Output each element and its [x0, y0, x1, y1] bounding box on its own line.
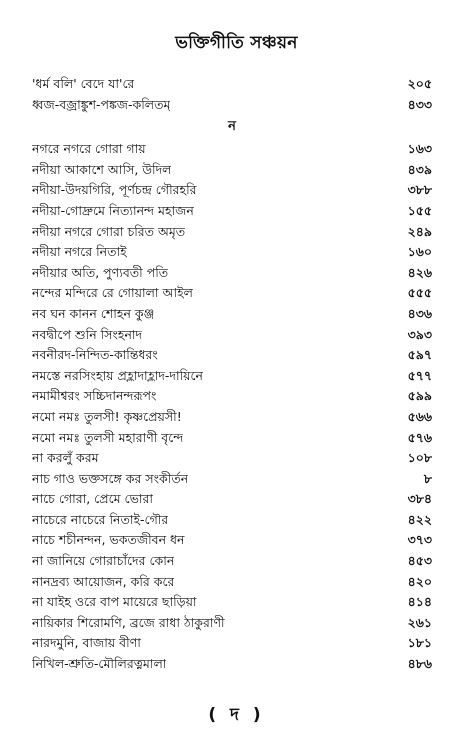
list-item — [32, 428, 432, 449]
list-item — [32, 572, 432, 593]
song-title: নমামীশ্বরং সচ্চিদানন্দরূপং — [32, 388, 157, 404]
list-item — [32, 222, 432, 243]
list-item — [32, 283, 432, 304]
song-title: নবনীরদ-নিন্দিত-কান্তিধরং — [32, 347, 158, 363]
list-item — [32, 180, 432, 201]
song-title: না করলুঁ করম — [32, 450, 99, 466]
page-number: ৪৩৬ — [407, 305, 432, 321]
song-title: নব ঘন কানন শোহন কুঞ্জ — [32, 305, 155, 321]
list-item — [32, 201, 432, 222]
page-number: ১৮১ — [407, 635, 432, 651]
song-title: নগরে নগরে গোরা গায় — [32, 141, 146, 157]
song-title: নিখিল-শ্রুতি-মৌলিরত্নমালা — [32, 656, 167, 672]
page-number: ৪৮৬ — [407, 656, 432, 672]
page-number: ২৪৯ — [407, 223, 432, 239]
page-number: ৫৬৬ — [407, 408, 432, 424]
page-number: ১৬৩ — [407, 141, 432, 157]
song-title: নাচে শচীনন্দন, ভকতজীবন ধন — [32, 532, 185, 548]
list-item — [32, 160, 432, 181]
list-item — [32, 510, 432, 531]
song-title: নাচেরে নাচেরে নিতাই-গৌর — [32, 511, 169, 527]
page-number: ৮ — [423, 470, 432, 486]
page-title: ভক্তিগীতি সঞ্চয়ন — [175, 33, 298, 53]
page-number: ৪১৪ — [407, 594, 432, 610]
list-item — [32, 633, 432, 654]
page-number: ৫৫৫ — [407, 285, 432, 301]
list-item — [32, 530, 432, 551]
page-number: ৪৩৯ — [407, 161, 432, 177]
song-title: নানদ্রব্য আয়োজন, করি করে — [32, 573, 175, 589]
list-item — [32, 325, 432, 346]
song-title: না যাইহ ওরে বাপ মায়েরে ছাড়িয়া — [32, 594, 197, 610]
song-title: নায়িকার শিরোমণি, ব্রজে রাধা ঠাকুরাণী — [32, 614, 225, 630]
page-number: ৫৯৯ — [407, 388, 432, 404]
page-number: ২৬১ — [407, 614, 432, 630]
page-number: ১০৮ — [407, 450, 432, 466]
list-item — [32, 263, 432, 284]
page-number: ৪২০ — [407, 573, 432, 589]
page-number: ৫৭৭ — [407, 367, 432, 383]
song-title: নমো নমঃ তুলসী! কৃষ্ণপ্রেয়সী! — [32, 408, 182, 424]
page-number: ৪২২ — [407, 511, 432, 527]
page-number: ৫৭৬ — [407, 429, 432, 445]
list-item — [32, 469, 432, 490]
song-title: নারদমুনি, বাজায় বীণা — [32, 635, 141, 651]
song-title: নদীয়া-উদয়গিরি, পূর্ণচন্দ্র গৌরহরি — [32, 182, 197, 198]
page-number: ৩৮৮ — [407, 182, 432, 198]
song-title: ধ্বজ-বজ্রাঙ্কুশ-পঙ্কজ-কলিতম্ — [32, 96, 171, 112]
song-title: নদীয়ার অতি, পুণ্যবতী পতি — [32, 264, 169, 280]
song-title: নদীয়া নগরে নিতাই — [32, 244, 127, 260]
song-title: নমো নমঃ তুলসী মহারাণী বৃন্দে — [32, 429, 184, 445]
song-title: না জানিয়ে গোরাচাঁদের কোন — [32, 553, 175, 569]
song-title: নবদ্বীপে শুনি সিংহনাদ — [32, 326, 143, 342]
list-item — [32, 366, 432, 387]
list-item — [32, 489, 432, 510]
page-number: ৪৫৩ — [407, 553, 432, 569]
list-item — [32, 74, 432, 95]
page-number: ১৬০ — [407, 244, 432, 260]
list-item — [32, 304, 432, 325]
index-list — [32, 74, 432, 675]
page-number: ৪২৬ — [407, 264, 432, 280]
page-number: ৩৭৩ — [407, 532, 432, 548]
page-number: ৫৯৭ — [407, 347, 432, 363]
page-number: ৩৯৩ — [407, 326, 432, 342]
list-item — [32, 386, 432, 407]
song-title: নাচে গোরা, প্রেমে ভোরা — [32, 491, 154, 507]
list-item — [32, 551, 432, 572]
page-number: ৪৩৩ — [407, 96, 432, 112]
song-title: নদীয়া-গোদ্রুমে নিত্যানন্দ মহাজন — [32, 202, 194, 218]
song-title: নাচ গাও ভক্তসঙ্গে কর সংকীর্তন — [32, 470, 189, 486]
list-item — [32, 139, 432, 160]
list-item — [32, 654, 432, 675]
page-number: ১৫৫ — [407, 202, 432, 218]
list-item — [32, 345, 432, 366]
song-title: 'ধর্ম বলি' বেদে যা'রে — [32, 76, 135, 91]
section-letter: ন — [228, 119, 236, 135]
list-item — [32, 592, 432, 613]
list-item — [32, 95, 432, 116]
list-item — [32, 242, 432, 263]
song-title: নদীয়া আকাশে আসি, উদিল — [32, 161, 172, 177]
song-title: নন্দের মন্দিরে রে গোয়ালা আইল — [32, 285, 193, 301]
list-item — [32, 407, 432, 428]
song-title: নমস্তে নরসিংহায় প্রহ্লাদাহ্লাদ-দায়িনে — [32, 367, 204, 383]
list-item — [32, 613, 432, 634]
page-number: ৩৮৪ — [407, 491, 432, 507]
page-number: ২০৫ — [407, 76, 432, 91]
list-item — [32, 448, 432, 469]
song-title: নদীয়া নগরে গোরা চরিত অমৃত — [32, 223, 186, 239]
page-footer-marker: ( দ ) — [208, 705, 265, 725]
